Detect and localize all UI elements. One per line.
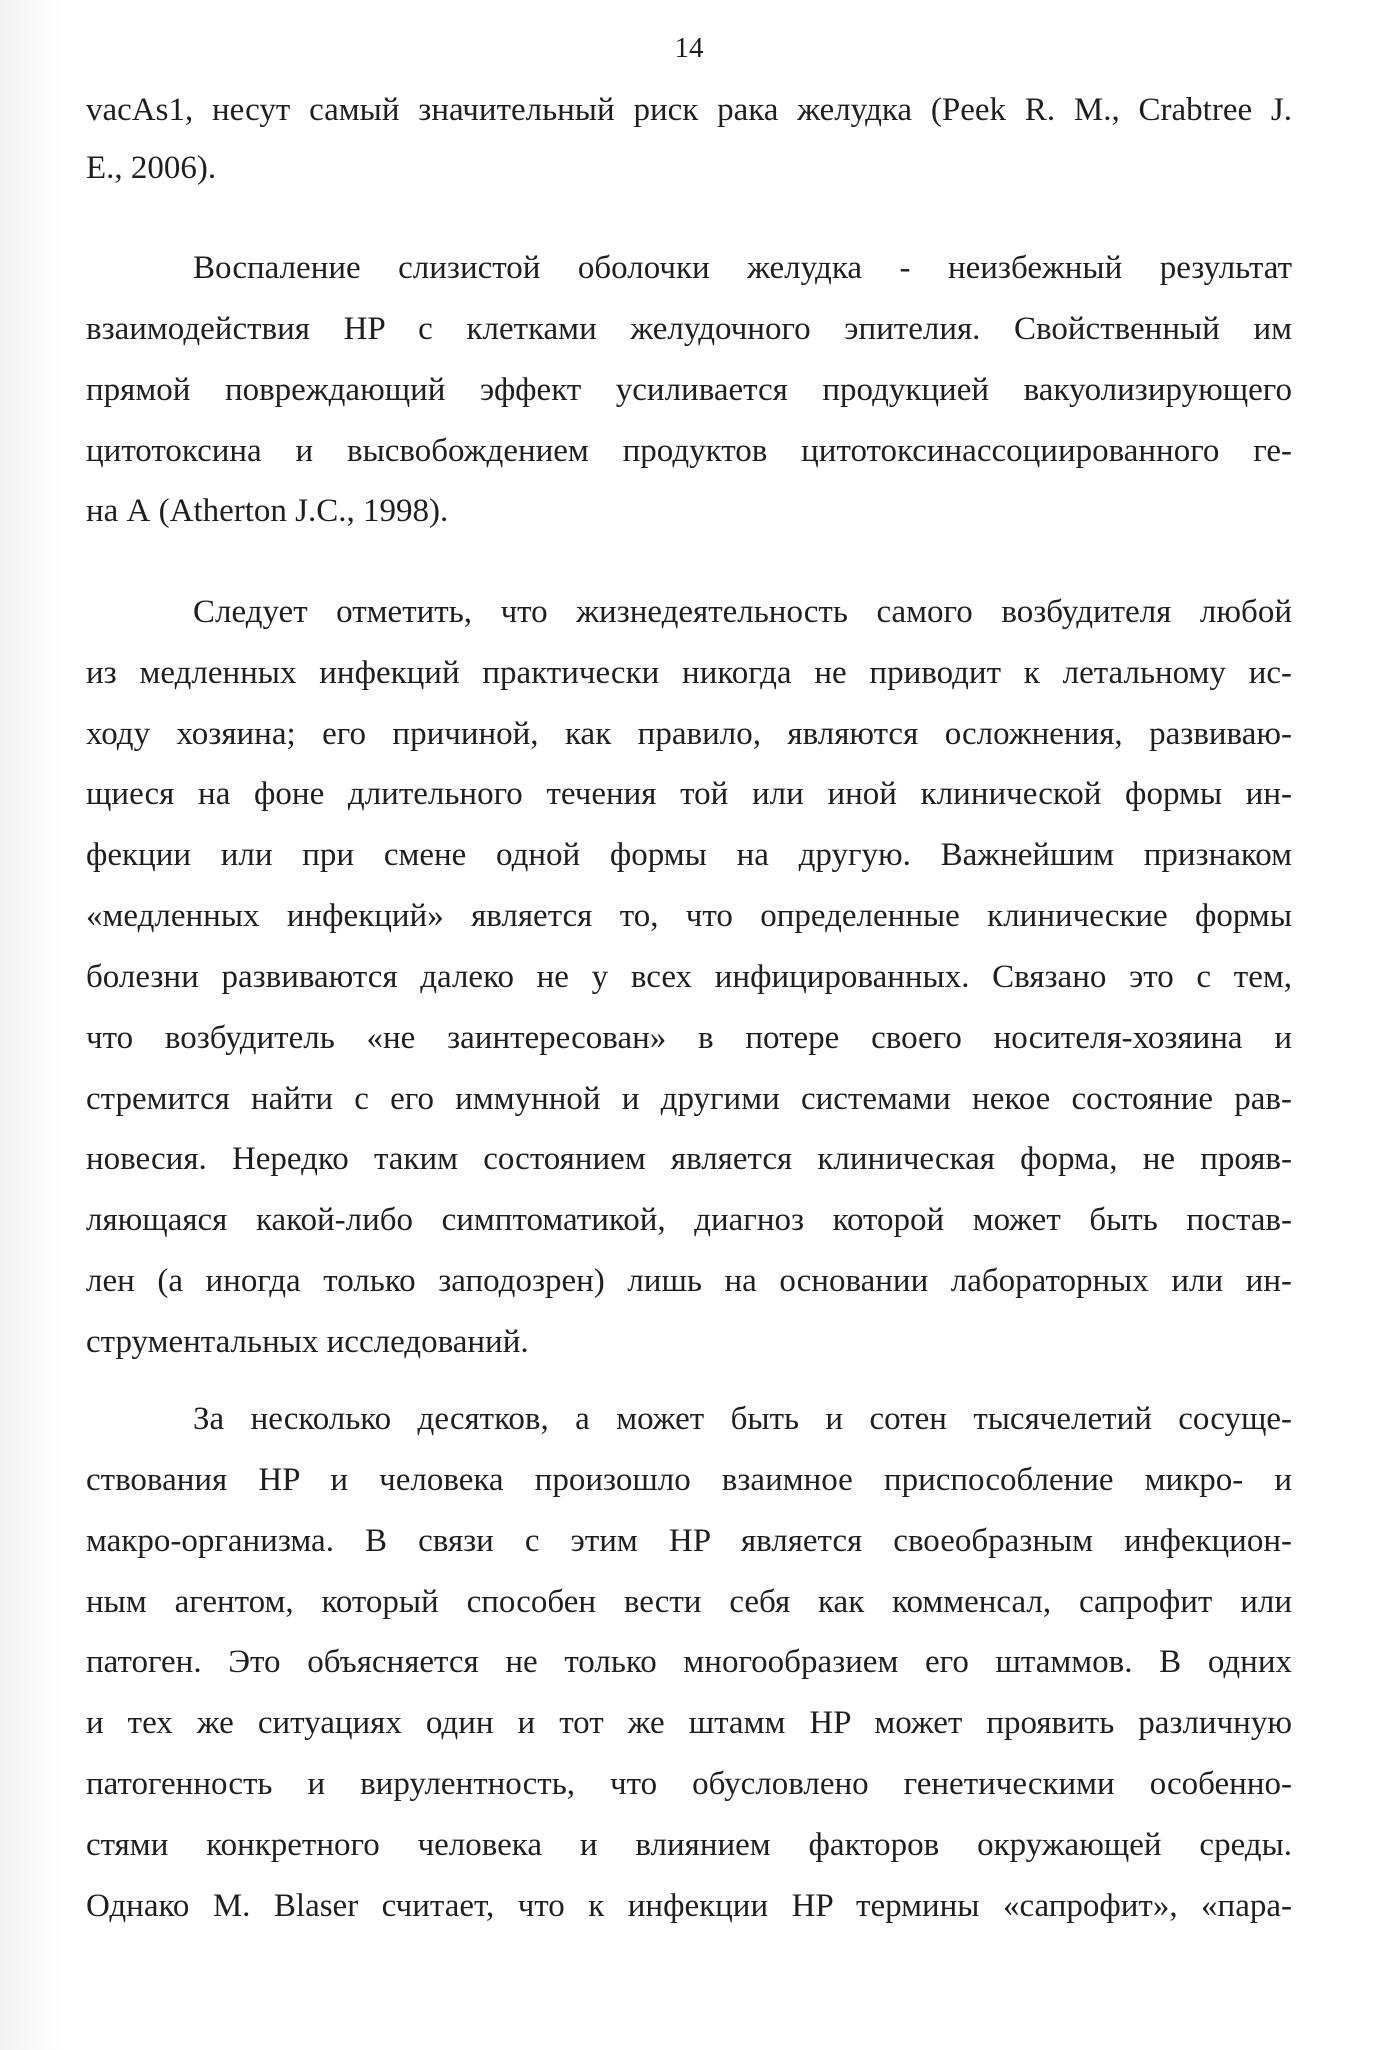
text-line: «медленных инфекций» является то, что определенные клинические формы	[86, 898, 1292, 934]
text-line: щиеся на фоне длительного течения той или иной клинической формы ин-	[86, 776, 1292, 812]
paragraph-first-line: Следует отметить, что жизнедеятельность самого возбудителя любой	[193, 594, 1292, 630]
text-line: патоген. Это объясняется не только многообразием его штаммов. В одних	[86, 1644, 1292, 1680]
text-line: ным агентом, который способен вести себя как комменсал, сапрофит или	[86, 1584, 1292, 1620]
text-line: взаимодействия HP с клетками желудочного эпителия. Свойственный им	[86, 311, 1292, 347]
text-line: прямой повреждающий эффект усиливается продукцией вакуолизирующего	[86, 372, 1292, 408]
text-line: и тех же ситуациях один и тот же штамм HP может проявить различную	[86, 1705, 1292, 1741]
text-line: ходу хозяина; его причиной, как правило, являются осложнения, развиваю-	[86, 716, 1292, 752]
paragraph-first-line: За несколько десятков, а может быть и сотен тысячелетий сосуще-	[193, 1401, 1292, 1437]
text-line: струментальных исследований.	[86, 1324, 529, 1360]
page-number: 14	[674, 32, 704, 64]
text-line: vacAs1, несут самый значительный риск рака желудка (Peek R. M., Crabtree J.	[86, 92, 1292, 128]
text-line: патогенность и вирулентность, что обусловлено генетическими особенно-	[86, 1766, 1292, 1802]
text-line: Однако M. Blaser считает, что к инфекции HP термины «сапрофит», «пара-	[86, 1888, 1292, 1924]
scan-edge-shadow	[0, 0, 70, 2050]
text-line: макро-организма. В связи с этим HP является своеобразным инфекцион-	[86, 1523, 1292, 1559]
paragraph-first-line: Воспаление слизистой оболочки желудка - неизбежный результат	[193, 250, 1292, 286]
text-line: ляющаяся какой-либо симптоматикой, диагноз которой может быть постав-	[86, 1202, 1292, 1238]
text-line: болезни развиваются далеко не у всех инфицированных. Связано это с тем,	[86, 959, 1292, 995]
text-line: что возбудитель «не заинтересован» в потере своего носителя-хозяина и	[86, 1020, 1292, 1056]
text-line: на А (Atherton J.C., 1998).	[86, 493, 449, 529]
text-line: лен (а иногда только заподозрен) лишь на основании лабораторных или ин-	[86, 1263, 1292, 1299]
text-line: из медленных инфекций практически никогда не приводит к летальному ис-	[86, 655, 1292, 691]
text-line: новесия. Нередко таким состоянием является клиническая форма, не прояв-	[86, 1141, 1292, 1177]
text-line: стями конкретного человека и влиянием факторов окружающей среды.	[86, 1827, 1292, 1863]
text-line: стремится найти с его иммунной и другими системами некое состояние рав-	[86, 1081, 1292, 1117]
text-line: ствования HP и человека произошло взаимное приспособление микро- и	[86, 1462, 1292, 1498]
text-line: E., 2006).	[86, 150, 217, 186]
text-line: цитотоксина и высвобождением продуктов цитотоксинассоциированного ге-	[86, 433, 1292, 469]
text-line: фекции или при смене одной формы на другую. Важнейшим признаком	[86, 837, 1292, 873]
